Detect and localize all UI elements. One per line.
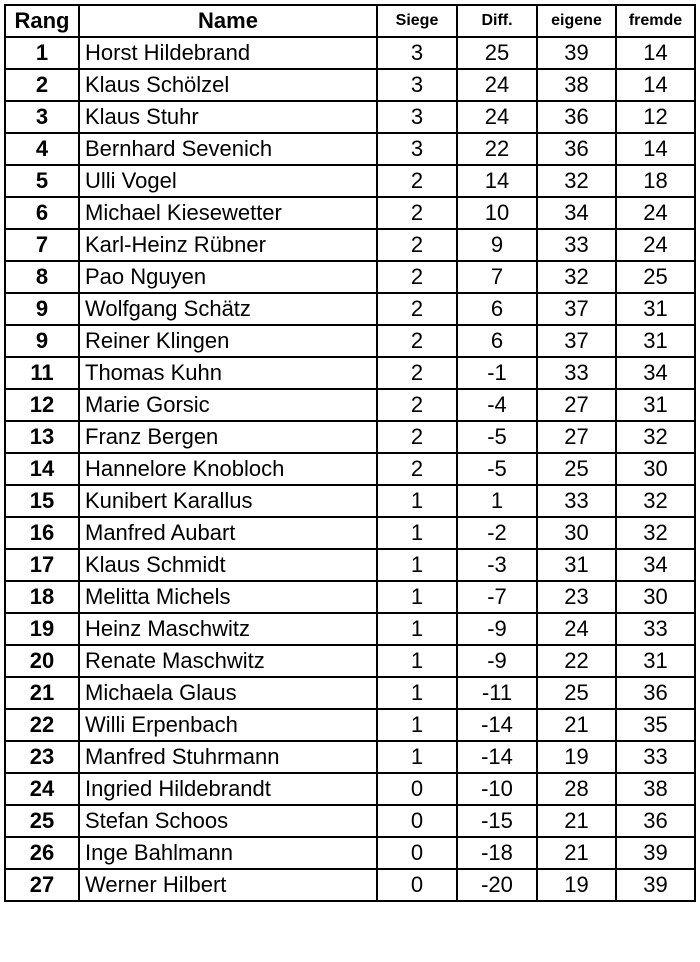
- header-fremde: fremde: [616, 5, 695, 37]
- cell-diff: 10: [457, 197, 537, 229]
- cell-fremde: 39: [616, 837, 695, 869]
- cell-rang: 1: [5, 37, 79, 69]
- cell-diff: -14: [457, 709, 537, 741]
- cell-fremde: 31: [616, 645, 695, 677]
- table-body: [5, 37, 695, 901]
- cell-name: Thomas Kuhn: [79, 357, 377, 389]
- cell-eigene: 38: [537, 69, 616, 101]
- cell-eigene: 28: [537, 773, 616, 805]
- cell-diff: -10: [457, 773, 537, 805]
- table-row: [5, 261, 695, 293]
- cell-eigene: 36: [537, 101, 616, 133]
- cell-eigene: 27: [537, 389, 616, 421]
- table-row: [5, 421, 695, 453]
- table-row: [5, 165, 695, 197]
- table-row: [5, 805, 695, 837]
- cell-diff: 6: [457, 325, 537, 357]
- cell-diff: 7: [457, 261, 537, 293]
- cell-eigene: 25: [537, 453, 616, 485]
- table-row: [5, 709, 695, 741]
- cell-rang: 21: [5, 677, 79, 709]
- cell-diff: -2: [457, 517, 537, 549]
- cell-name: Renate Maschwitz: [79, 645, 377, 677]
- cell-siege: 2: [377, 389, 457, 421]
- cell-siege: 2: [377, 421, 457, 453]
- cell-diff: -4: [457, 389, 537, 421]
- cell-rang: 15: [5, 485, 79, 517]
- cell-siege: 0: [377, 837, 457, 869]
- cell-rang: 8: [5, 261, 79, 293]
- cell-rang: 22: [5, 709, 79, 741]
- cell-eigene: 24: [537, 613, 616, 645]
- cell-fremde: 34: [616, 549, 695, 581]
- cell-fremde: 30: [616, 581, 695, 613]
- table-row: [5, 581, 695, 613]
- cell-diff: -11: [457, 677, 537, 709]
- cell-siege: 3: [377, 101, 457, 133]
- table-row: [5, 837, 695, 869]
- cell-diff: -18: [457, 837, 537, 869]
- cell-name: Werner Hilbert: [79, 869, 377, 901]
- header-eigene: eigene: [537, 5, 616, 37]
- table-row: [5, 677, 695, 709]
- cell-name: Klaus Schölzel: [79, 69, 377, 101]
- cell-rang: 12: [5, 389, 79, 421]
- cell-eigene: 36: [537, 133, 616, 165]
- cell-diff: -5: [457, 421, 537, 453]
- cell-rang: 5: [5, 165, 79, 197]
- cell-name: Marie Gorsic: [79, 389, 377, 421]
- cell-siege: 1: [377, 677, 457, 709]
- table-row: [5, 869, 695, 901]
- cell-eigene: 33: [537, 485, 616, 517]
- cell-diff: -7: [457, 581, 537, 613]
- cell-siege: 2: [377, 261, 457, 293]
- cell-name: Wolfgang Schätz: [79, 293, 377, 325]
- cell-diff: -9: [457, 613, 537, 645]
- cell-siege: 1: [377, 581, 457, 613]
- cell-rang: 23: [5, 741, 79, 773]
- table-row: [5, 69, 695, 101]
- cell-siege: 0: [377, 805, 457, 837]
- cell-name: Klaus Schmidt: [79, 549, 377, 581]
- cell-eigene: 23: [537, 581, 616, 613]
- cell-fremde: 30: [616, 453, 695, 485]
- cell-diff: 14: [457, 165, 537, 197]
- cell-diff: -1: [457, 357, 537, 389]
- cell-rang: 26: [5, 837, 79, 869]
- cell-name: Ulli Vogel: [79, 165, 377, 197]
- cell-name: Bernhard Sevenich: [79, 133, 377, 165]
- cell-fremde: 14: [616, 37, 695, 69]
- cell-eigene: 19: [537, 741, 616, 773]
- table-header: [5, 5, 695, 37]
- cell-eigene: 33: [537, 357, 616, 389]
- cell-eigene: 39: [537, 37, 616, 69]
- cell-eigene: 22: [537, 645, 616, 677]
- cell-fremde: 36: [616, 805, 695, 837]
- ranking-table: [4, 4, 696, 902]
- cell-eigene: 25: [537, 677, 616, 709]
- table-row: [5, 613, 695, 645]
- cell-rang: 2: [5, 69, 79, 101]
- header-rang: Rang: [5, 5, 79, 37]
- cell-siege: 0: [377, 773, 457, 805]
- cell-eigene: 32: [537, 165, 616, 197]
- cell-fremde: 32: [616, 517, 695, 549]
- cell-name: Willi Erpenbach: [79, 709, 377, 741]
- table-row: [5, 357, 695, 389]
- cell-siege: 1: [377, 645, 457, 677]
- cell-siege: 1: [377, 613, 457, 645]
- cell-rang: 4: [5, 133, 79, 165]
- table-row: [5, 485, 695, 517]
- cell-fremde: 31: [616, 325, 695, 357]
- table-row: [5, 645, 695, 677]
- table-row: [5, 293, 695, 325]
- cell-name: Klaus Stuhr: [79, 101, 377, 133]
- cell-diff: 6: [457, 293, 537, 325]
- cell-name: Karl-Heinz Rübner: [79, 229, 377, 261]
- cell-name: Manfred Aubart: [79, 517, 377, 549]
- cell-fremde: 14: [616, 133, 695, 165]
- cell-eigene: 21: [537, 709, 616, 741]
- cell-fremde: 38: [616, 773, 695, 805]
- cell-fremde: 24: [616, 229, 695, 261]
- cell-siege: 2: [377, 229, 457, 261]
- header-name: Name: [79, 5, 377, 37]
- cell-fremde: 31: [616, 389, 695, 421]
- ranking-sheet: [4, 4, 696, 902]
- cell-siege: 2: [377, 453, 457, 485]
- cell-rang: 17: [5, 549, 79, 581]
- cell-diff: -20: [457, 869, 537, 901]
- cell-diff: -5: [457, 453, 537, 485]
- table-row: [5, 773, 695, 805]
- header-siege: Siege: [377, 5, 457, 37]
- cell-name: Kunibert Karallus: [79, 485, 377, 517]
- cell-name: Inge Bahlmann: [79, 837, 377, 869]
- cell-fremde: 33: [616, 613, 695, 645]
- cell-rang: 11: [5, 357, 79, 389]
- cell-siege: 2: [377, 325, 457, 357]
- cell-rang: 6: [5, 197, 79, 229]
- cell-name: Heinz Maschwitz: [79, 613, 377, 645]
- cell-siege: 3: [377, 69, 457, 101]
- table-row: [5, 325, 695, 357]
- cell-diff: 24: [457, 101, 537, 133]
- cell-eigene: 30: [537, 517, 616, 549]
- header-row: [5, 5, 695, 37]
- cell-siege: 1: [377, 485, 457, 517]
- cell-siege: 2: [377, 357, 457, 389]
- cell-eigene: 33: [537, 229, 616, 261]
- cell-diff: 25: [457, 37, 537, 69]
- cell-name: Michael Kiesewetter: [79, 197, 377, 229]
- cell-name: Hannelore Knobloch: [79, 453, 377, 485]
- table-row: [5, 549, 695, 581]
- cell-diff: 1: [457, 485, 537, 517]
- table-row: [5, 133, 695, 165]
- cell-eigene: 31: [537, 549, 616, 581]
- cell-rang: 20: [5, 645, 79, 677]
- cell-name: Franz Bergen: [79, 421, 377, 453]
- cell-name: Melitta Michels: [79, 581, 377, 613]
- table-row: [5, 197, 695, 229]
- cell-diff: 24: [457, 69, 537, 101]
- cell-rang: 25: [5, 805, 79, 837]
- cell-name: Reiner Klingen: [79, 325, 377, 357]
- table-row: [5, 101, 695, 133]
- cell-name: Pao Nguyen: [79, 261, 377, 293]
- cell-siege: 3: [377, 37, 457, 69]
- table-row: [5, 517, 695, 549]
- cell-name: Stefan Schoos: [79, 805, 377, 837]
- header-diff: Diff.: [457, 5, 537, 37]
- table-row: [5, 229, 695, 261]
- cell-eigene: 37: [537, 293, 616, 325]
- cell-fremde: 32: [616, 485, 695, 517]
- cell-fremde: 36: [616, 677, 695, 709]
- cell-siege: 1: [377, 709, 457, 741]
- cell-fremde: 39: [616, 869, 695, 901]
- cell-eigene: 19: [537, 869, 616, 901]
- table-row: [5, 453, 695, 485]
- cell-rang: 16: [5, 517, 79, 549]
- cell-fremde: 35: [616, 709, 695, 741]
- cell-siege: 2: [377, 293, 457, 325]
- cell-rang: 9: [5, 293, 79, 325]
- cell-diff: -3: [457, 549, 537, 581]
- cell-diff: -14: [457, 741, 537, 773]
- cell-fremde: 33: [616, 741, 695, 773]
- cell-fremde: 18: [616, 165, 695, 197]
- cell-rang: 13: [5, 421, 79, 453]
- cell-diff: -15: [457, 805, 537, 837]
- cell-diff: -9: [457, 645, 537, 677]
- cell-eigene: 21: [537, 805, 616, 837]
- cell-name: Michaela Glaus: [79, 677, 377, 709]
- cell-eigene: 32: [537, 261, 616, 293]
- cell-eigene: 27: [537, 421, 616, 453]
- cell-rang: 14: [5, 453, 79, 485]
- cell-name: Manfred Stuhrmann: [79, 741, 377, 773]
- cell-fremde: 31: [616, 293, 695, 325]
- cell-siege: 1: [377, 549, 457, 581]
- cell-siege: 2: [377, 197, 457, 229]
- cell-fremde: 24: [616, 197, 695, 229]
- cell-rang: 18: [5, 581, 79, 613]
- cell-fremde: 32: [616, 421, 695, 453]
- cell-eigene: 34: [537, 197, 616, 229]
- cell-fremde: 25: [616, 261, 695, 293]
- cell-rang: 19: [5, 613, 79, 645]
- cell-name: Ingried Hildebrandt: [79, 773, 377, 805]
- cell-rang: 7: [5, 229, 79, 261]
- cell-fremde: 14: [616, 69, 695, 101]
- cell-diff: 9: [457, 229, 537, 261]
- cell-siege: 3: [377, 133, 457, 165]
- cell-siege: 1: [377, 517, 457, 549]
- cell-siege: 0: [377, 869, 457, 901]
- cell-fremde: 12: [616, 101, 695, 133]
- cell-diff: 22: [457, 133, 537, 165]
- table-row: [5, 389, 695, 421]
- cell-eigene: 21: [537, 837, 616, 869]
- table-row: [5, 741, 695, 773]
- cell-rang: 27: [5, 869, 79, 901]
- table-row: [5, 37, 695, 69]
- cell-name: Horst Hildebrand: [79, 37, 377, 69]
- cell-rang: 3: [5, 101, 79, 133]
- cell-siege: 1: [377, 741, 457, 773]
- cell-rang: 24: [5, 773, 79, 805]
- cell-eigene: 37: [537, 325, 616, 357]
- cell-fremde: 34: [616, 357, 695, 389]
- cell-siege: 2: [377, 165, 457, 197]
- cell-rang: 9: [5, 325, 79, 357]
